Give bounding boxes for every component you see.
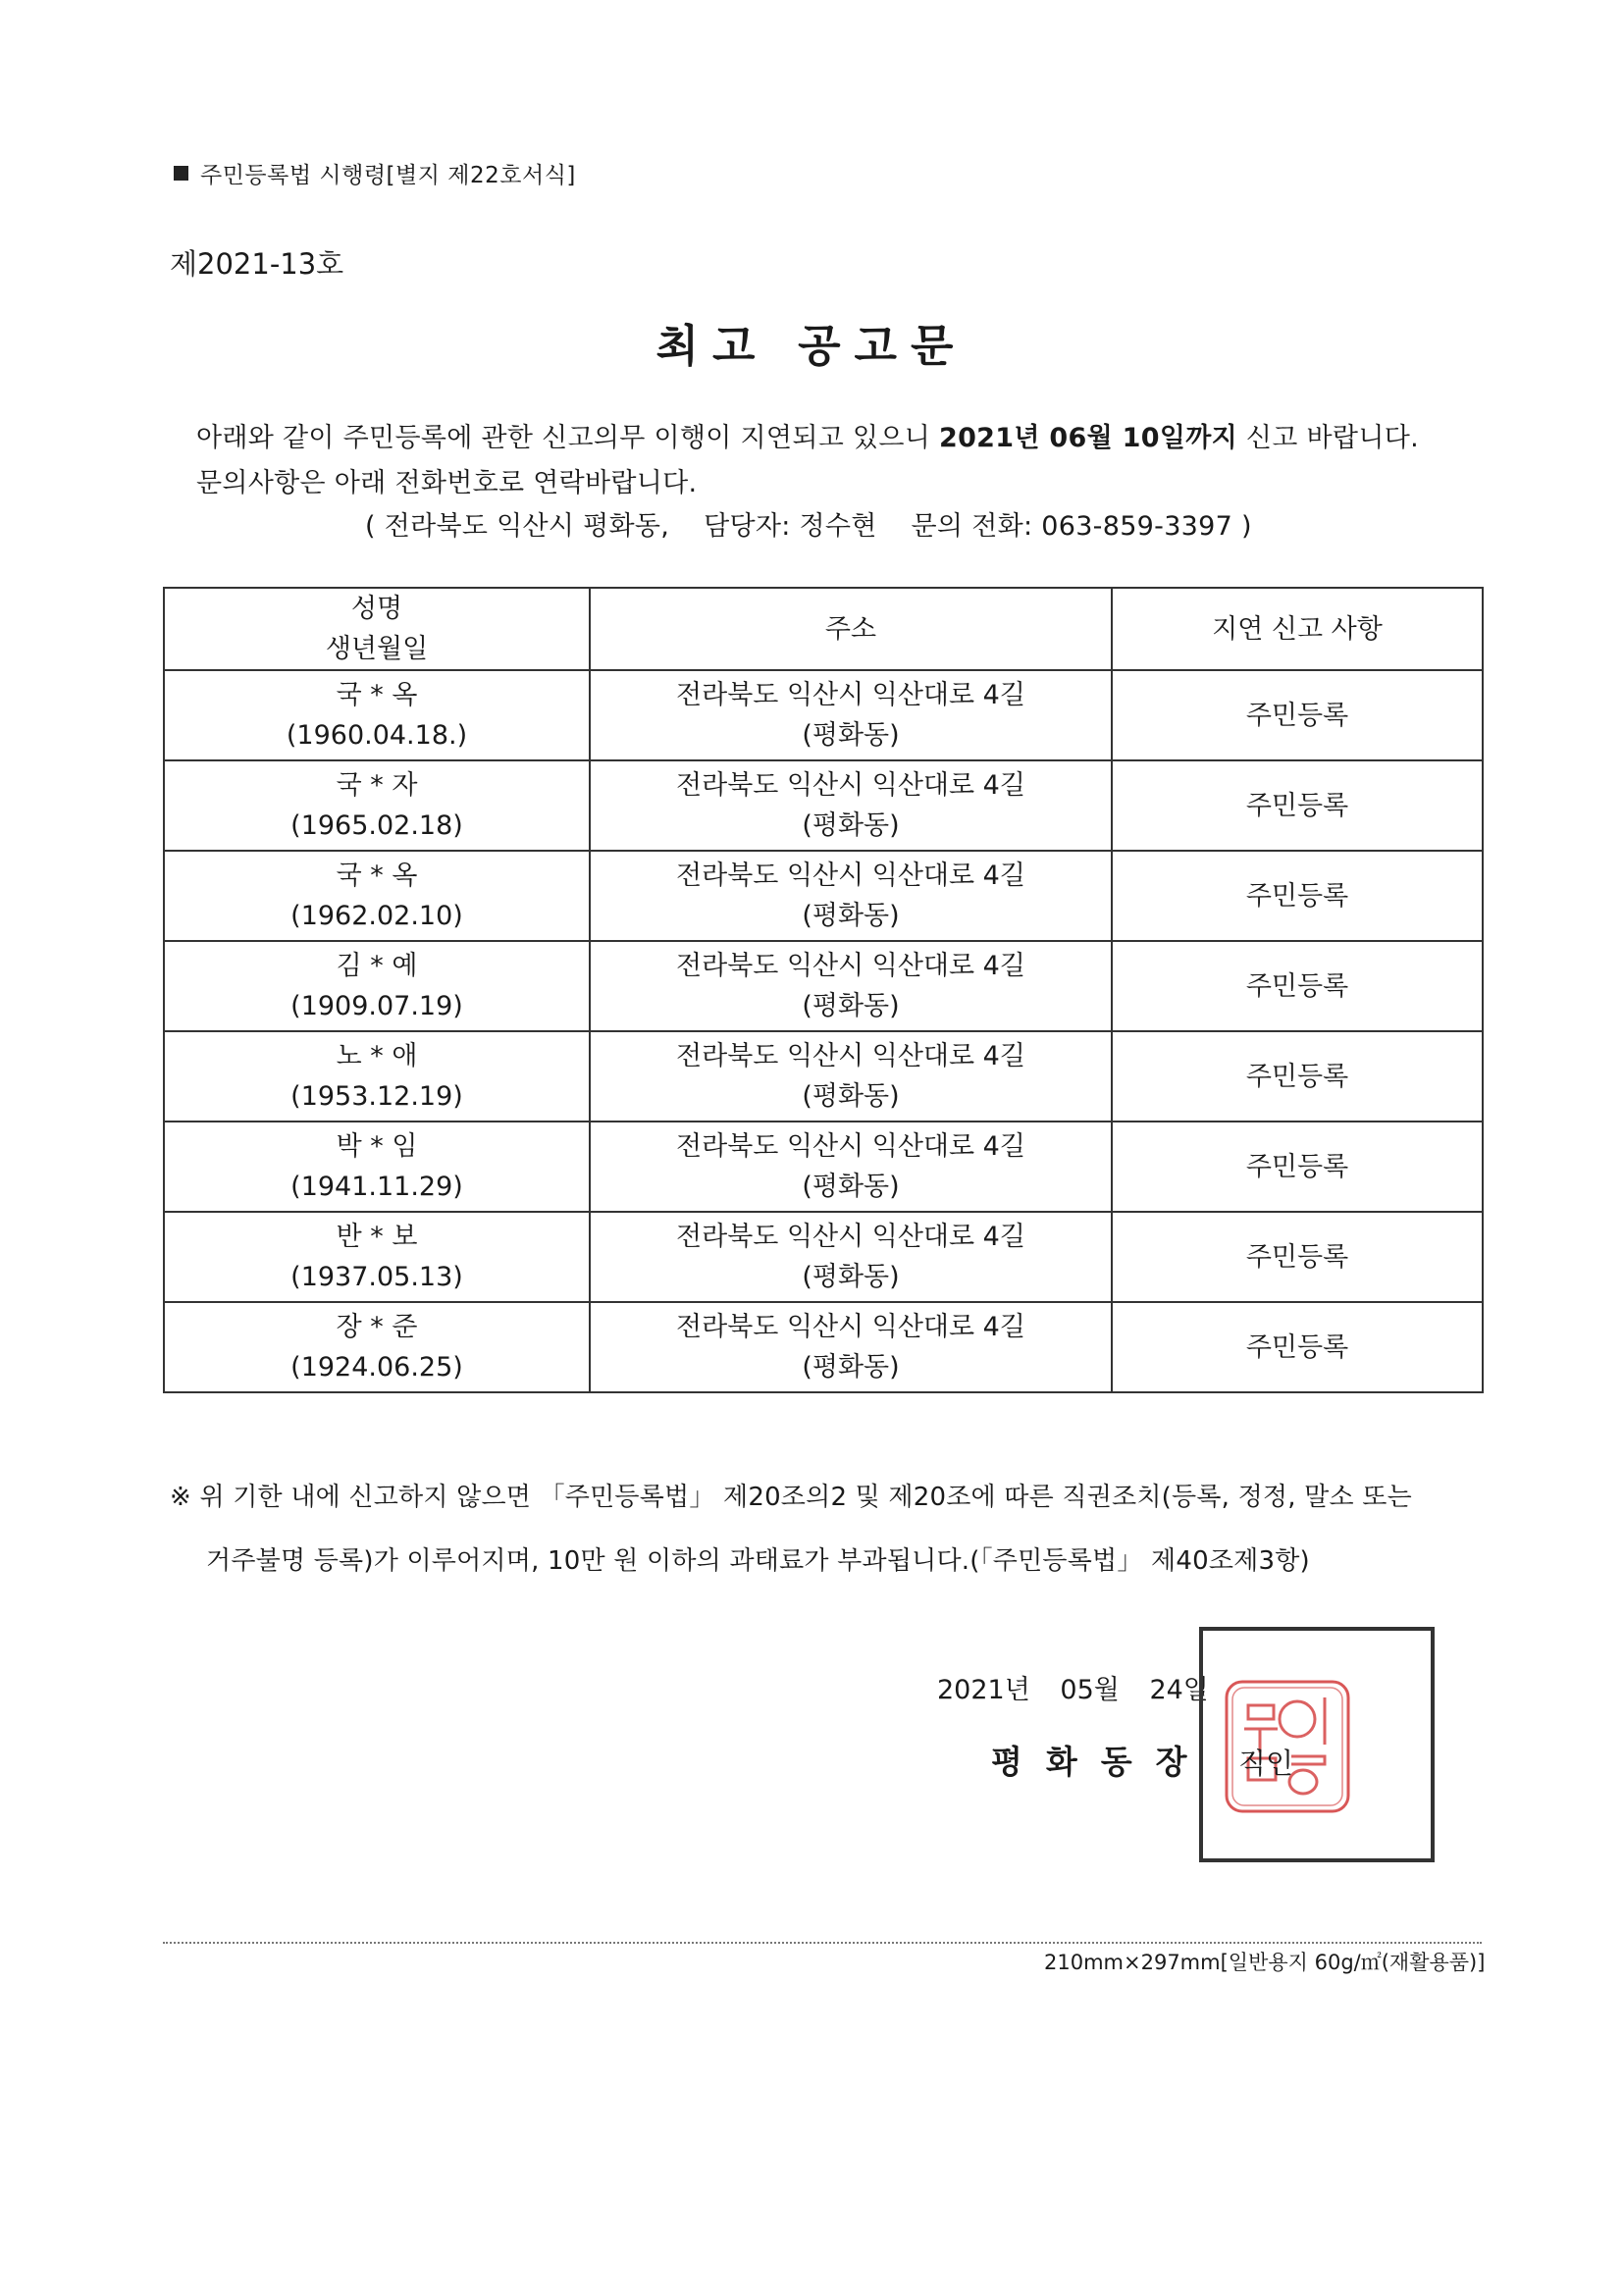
cell-birth: (1909.07.19) [290,991,463,1021]
cell-address-line1: 전라북도 익산시 익산대로 4길 [676,770,1025,801]
cell-item: 주민등록 [1112,760,1483,851]
date-year: 2021년 [937,1675,1030,1705]
table-row [164,1302,1483,1392]
cell-item: 주민등록 [1112,941,1483,1031]
cell-address [590,670,1112,760]
cell-name: 반 * 보 [336,1222,418,1252]
cell-name-birth [164,1122,590,1212]
cell-address-line2: (평화동) [802,1352,900,1383]
notice-line-1 [196,416,1419,454]
cell-name-birth [164,1302,590,1392]
cell-name: 국 * 자 [336,770,418,801]
cell-birth: (1941.11.29) [290,1172,463,1202]
cell-item: 주민등록 [1112,670,1483,760]
cell-address-line2: (평화동) [802,901,900,931]
cell-name: 박 * 임 [336,1131,418,1162]
cell-address [590,941,1112,1031]
cell-address [590,760,1112,851]
cell-address-line1: 전라북도 익산시 익산대로 4길 [676,680,1025,710]
paper-spec: 210mm×297mm[일반용지 60g/㎡(재활용품)] [1044,1951,1486,1974]
seal-label: 직인 [1238,1747,1294,1780]
cell-birth: (1953.12.19) [290,1081,463,1112]
cell-name-birth [164,851,590,941]
cell-item: 주민등록 [1112,1302,1483,1392]
delinquent-report-table [163,587,1484,1393]
form-label [174,157,576,189]
footnote-line-2: 거주불명 등록)가 이루어지며, 10만 원 이하의 과태료가 부과됩니다.(「주민등록법」 제40조제3항) [206,1546,1310,1576]
cell-address [590,1302,1112,1392]
contact-info [365,504,1278,543]
date-day: 24일 [1149,1675,1209,1705]
square-bullet-icon [174,166,188,181]
cell-name-birth [164,670,590,760]
date-month: 05월 [1060,1675,1120,1705]
cell-birth: (1962.02.10) [290,901,463,931]
cell-birth: (1965.02.18) [290,810,463,841]
issue-date [937,1668,1209,1706]
notice-suffix: 신고 바랍니다. [1245,423,1419,453]
cell-item: 주민등록 [1112,1031,1483,1122]
table-row [164,1122,1483,1212]
document-number: 제2021-13호 [170,247,344,281]
header-name-birth [164,588,590,670]
cell-address [590,1122,1112,1212]
cell-name-birth [164,1031,590,1122]
footer-divider [163,1942,1482,1944]
cell-address-line1: 전라북도 익산시 익산대로 4길 [676,861,1025,891]
table-row [164,851,1483,941]
cell-birth: (1960.04.18.) [286,720,468,751]
form-label-text: 주민등록법 시행령[별지 제22호서식] [200,163,576,188]
contact-office: ( 전라북도 익산시 평화동, [365,511,670,542]
cell-address-line2: (평화동) [802,1262,900,1292]
table-row [164,1212,1483,1302]
cell-address-line1: 전라북도 익산시 익산대로 4길 [676,1222,1025,1252]
cell-address-line2: (평화동) [802,810,900,841]
cell-address-line1: 전라북도 익산시 익산대로 4길 [676,1041,1025,1071]
cell-address-line2: (평화동) [802,991,900,1021]
cell-address-line2: (평화동) [802,1172,900,1202]
table-row [164,670,1483,760]
cell-address-line2: (평화동) [802,1081,900,1112]
table-row [164,760,1483,851]
footnote-line-1: ※ 위 기한 내에 신고하지 않으면 「주민등록법」 제20조의2 및 제20조에 따른 직권조치(등록, 정정, 말소 또는 [170,1483,1412,1512]
header-address: 주소 [590,588,1112,670]
cell-name: 국 * 옥 [336,861,418,891]
header-item: 지연 신고 사항 [1112,588,1483,670]
notice-prefix: 아래와 같이 주민등록에 관한 신고의무 이행이 지연되고 있으니 [196,423,931,453]
cell-address-line2: (평화동) [802,720,900,751]
cell-item: 주민등록 [1112,1122,1483,1212]
cell-name: 국 * 옥 [336,680,418,710]
cell-birth: (1937.05.13) [290,1262,463,1292]
cell-address-line1: 전라북도 익산시 익산대로 4길 [676,951,1025,981]
contact-phone: 문의 전화: 063-859-3397 ) [911,511,1252,542]
header-birth: 생년월일 [325,634,429,664]
cell-birth: (1924.06.25) [290,1352,463,1383]
notice-line-2: 문의사항은 아래 전화번호로 연락바랍니다. [196,468,698,498]
contact-manager: 담당자: 정수현 [704,511,877,542]
cell-item: 주민등록 [1112,851,1483,941]
signer-title: 평화동장 [991,1743,1211,1781]
cell-name-birth [164,941,590,1031]
page-title: 최고 공고문 [655,320,968,372]
table-header-row [164,588,1483,670]
table-row [164,941,1483,1031]
cell-address-line1: 전라북도 익산시 익산대로 4길 [676,1312,1025,1342]
cell-name: 김 * 예 [336,951,418,981]
cell-name-birth [164,760,590,851]
cell-name: 노 * 애 [336,1041,418,1071]
cell-address [590,1031,1112,1122]
cell-address-line1: 전라북도 익산시 익산대로 4길 [676,1131,1025,1162]
cell-name-birth [164,1212,590,1302]
cell-address [590,851,1112,941]
cell-item: 주민등록 [1112,1212,1483,1302]
table-row [164,1031,1483,1122]
cell-address [590,1212,1112,1302]
notice-deadline: 2021년 06월 10일까지 [939,423,1238,453]
cell-name: 장 * 준 [336,1312,418,1342]
header-name: 성명 [350,594,403,624]
